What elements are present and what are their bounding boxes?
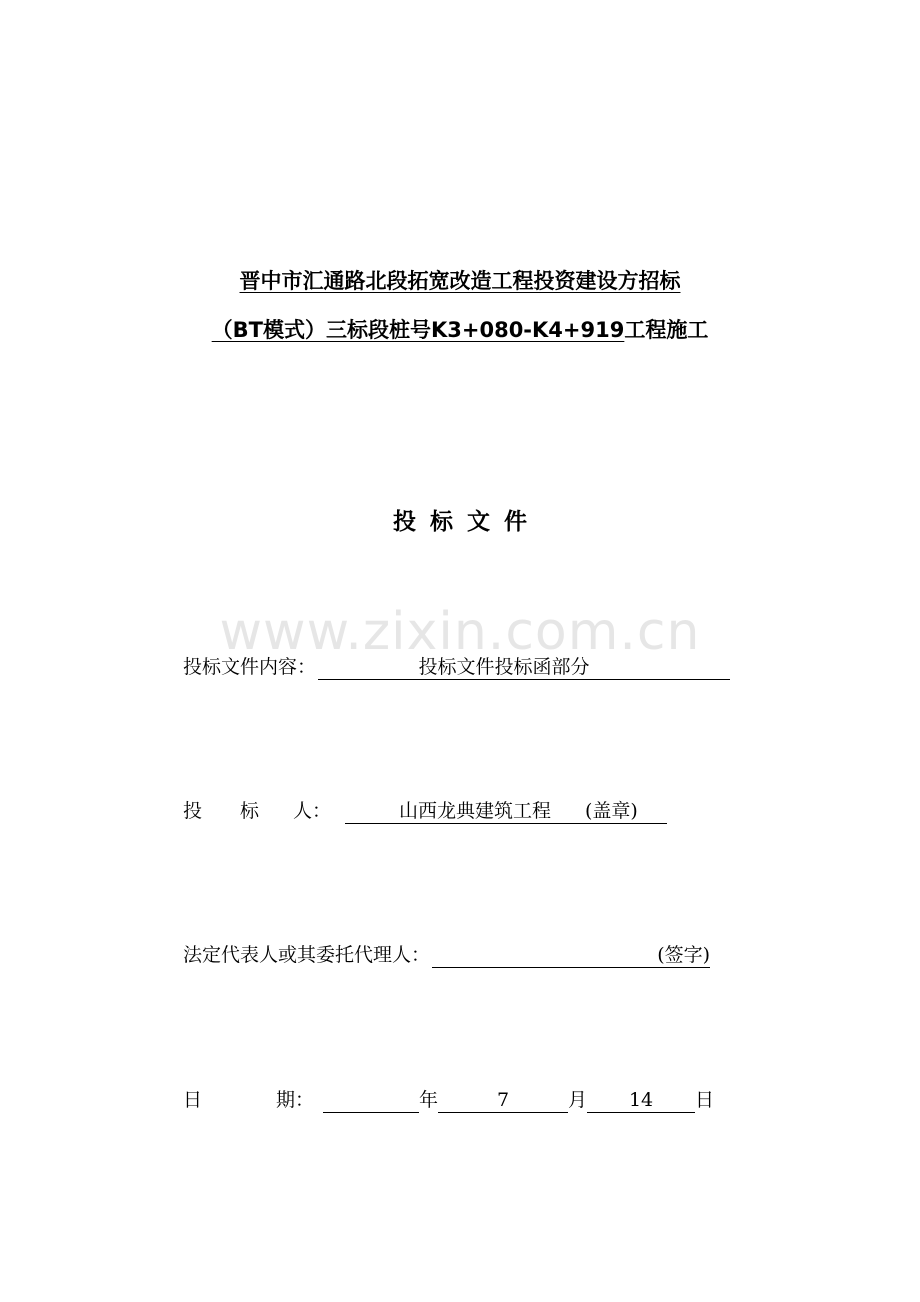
project-title-text-2-rest: 工程施工 xyxy=(624,318,709,342)
bidder-field-row xyxy=(183,798,667,824)
month-line: 7 xyxy=(438,1088,568,1113)
representative-field-row xyxy=(183,942,710,968)
document-heading: 投标文件 xyxy=(393,509,541,535)
day-line: 14 xyxy=(587,1088,695,1113)
signature-note: (签字) xyxy=(657,944,711,966)
project-title-text-2-underlined: （BT模式）三标段桩号K3+080-K4+919 xyxy=(211,318,625,342)
month-unit: 月 xyxy=(568,1089,588,1111)
bidder-label-char-2: 标 xyxy=(240,800,260,822)
date-label-start: 日 xyxy=(183,1089,203,1111)
project-title-line-1 xyxy=(0,267,920,295)
content-field-row xyxy=(183,654,730,680)
date-label-end: 期： xyxy=(276,1089,315,1111)
bidder-value-line xyxy=(345,799,667,824)
bidder-label-char-3: 人： xyxy=(293,800,332,822)
year-line xyxy=(323,1088,419,1113)
content-value: 投标文件投标函部分 xyxy=(418,656,590,678)
bidder-label xyxy=(183,798,341,824)
seal-note: (盖章) xyxy=(585,800,638,822)
bidder-company-name: 山西龙典建筑工程 xyxy=(399,800,552,822)
date-field-row xyxy=(183,1087,714,1113)
representative-label: 法定代表人或其委托代理人： xyxy=(183,944,431,966)
representative-signature-line xyxy=(432,943,710,968)
year-unit: 年 xyxy=(419,1089,439,1111)
project-title-text-1: 晋中市汇通路北段拓宽改造工程投资建设方招标 xyxy=(239,269,681,293)
project-title-line-2 xyxy=(0,316,920,344)
bidder-label-char-1: 投 xyxy=(183,800,203,822)
watermark: www.zixin.com.cn xyxy=(219,602,701,662)
content-label: 投标文件内容： xyxy=(183,656,317,678)
content-value-line xyxy=(318,655,730,680)
date-label xyxy=(183,1087,323,1113)
day-unit: 日 xyxy=(695,1089,715,1111)
